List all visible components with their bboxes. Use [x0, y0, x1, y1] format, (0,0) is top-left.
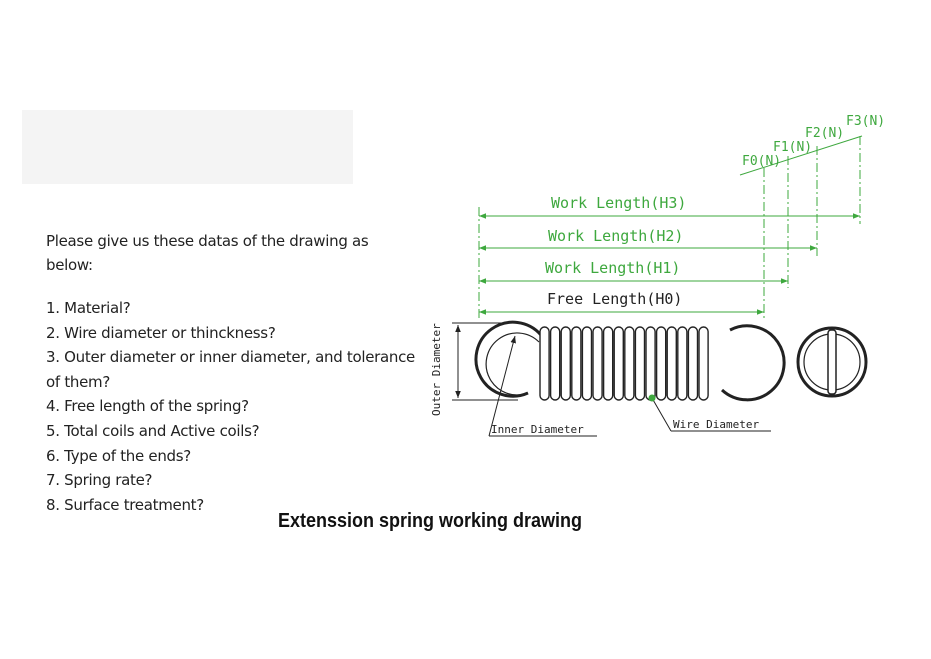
label-force-f0: F0(N) — [742, 154, 782, 169]
requirements-intro: Please give us these datas of the drawing as below: — [46, 232, 369, 274]
spring-coil — [625, 327, 634, 400]
label-work-length-h1: Work Length(H1) — [545, 259, 681, 277]
spring-coil — [561, 327, 570, 400]
label-inner-diameter: Inner Diameter — [491, 423, 584, 436]
label-wire-diameter: Wire Diameter — [673, 418, 760, 431]
spring-coil-body — [540, 327, 708, 400]
requirement-item: 5. Total coils and Active coils? — [46, 421, 260, 440]
label-work-length-h2: Work Length(H2) — [548, 227, 684, 245]
wire-diameter-marker — [649, 395, 656, 402]
spring-coil — [572, 327, 581, 400]
spring-coil — [699, 327, 708, 400]
requirement-item: 6. Type of the ends? — [46, 446, 191, 465]
outer-diameter-dimension — [430, 323, 518, 416]
spring-coil — [540, 327, 549, 400]
spring-coil — [667, 327, 676, 400]
spring-coil — [604, 327, 613, 400]
label-work-length-h3: Work Length(H3) — [551, 194, 687, 212]
dimension-labels — [545, 194, 686, 308]
spring-coil — [635, 327, 644, 400]
requirement-item: 8. Surface treatment? — [46, 495, 204, 514]
spring-coil — [657, 327, 666, 400]
label-outer-diameter: Outer Diameter — [430, 323, 443, 416]
label-force-f2: F2(N) — [805, 126, 845, 141]
spring-coil — [678, 327, 687, 400]
spring-left-hook-inner — [486, 333, 539, 395]
requirement-item: 7. Spring rate? — [46, 471, 153, 490]
requirement-item: 4. Free length of the spring? — [46, 397, 249, 416]
spring-coil — [551, 327, 560, 400]
spring-coil — [582, 327, 591, 400]
spring-right-hook — [722, 326, 784, 400]
drawing-caption: Extenssion spring working drawing — [277, 510, 583, 532]
label-force-f1: F1(N) — [773, 140, 813, 155]
spring-coil — [614, 327, 623, 400]
spring-coil — [646, 327, 655, 400]
label-force-f3: F3(N) — [846, 114, 886, 129]
requirement-item: 3. Outer diameter or inner diameter, and tolerance of them? — [46, 348, 415, 391]
label-free-length-h0: Free Length(H0) — [547, 290, 683, 308]
requirement-item: 2. Wire diameter or thinckness? — [46, 323, 276, 342]
spring-coil — [688, 327, 697, 400]
spring-end-view — [798, 328, 866, 396]
spring-coil — [593, 327, 602, 400]
requirement-item: 1. Material? — [46, 299, 131, 317]
force-labels — [742, 114, 885, 169]
